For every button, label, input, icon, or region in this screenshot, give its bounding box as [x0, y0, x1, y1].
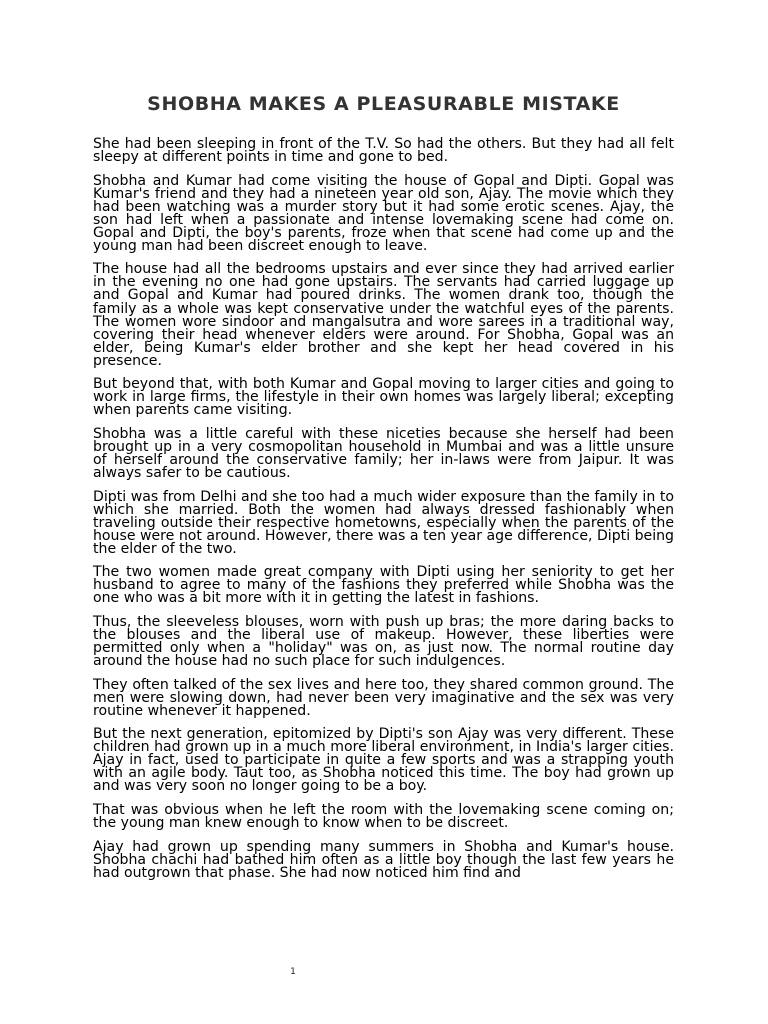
paragraph: They often talked of the sex lives and here too, they shared common ground. The men were slowing down, had never been very imaginative and the sex was very routine whenever it happened.: [93, 676, 674, 719]
paragraph: But beyond that, with both Kumar and Gopal moving to larger cities and going to work in large firms, the lifestyle in their own homes was largely liberal; excepting when parents came visiting.: [93, 376, 674, 419]
paragraph: The two women made great company with Dipti using her seniority to get her husband to agree to many of the fashions they preferred while Shobha was the one who was a bit more with it in getting the latest in fashions.: [93, 564, 674, 607]
paragraph: Shobha and Kumar had come visiting the house of Gopal and Dipti. Gopal was Kumar's friend and they had a nineteen year old son, Ajay. The movie which they had been watching was a murder story but it had some erotic scenes. Ajay, the son had left when a passionate and intense lovemaking scene had come on. Gopal and Dipti, the boy's parents, froze when that scene had come up and the young man had been discreet enough to leave.: [93, 172, 674, 254]
paragraph: She had been sleeping in front of the T.V. So had the others. But they had all felt sleepy at different points in time and gone to bed.: [93, 136, 674, 166]
paragraph: Ajay had grown up spending many summers in Shobha and Kumar's house. Shobha chachi had bathed him often as a little boy though the last few years he had outgrown that phase. She had now noticed him find and: [93, 838, 674, 881]
paragraph: Shobha was a little careful with these niceties because she herself had been brought up in a very cosmopolitan household in Mumbai and was a little unsure of herself around the conservative family; her in-laws were from Jaipur. It was always safer to be cautious.: [93, 425, 674, 482]
paragraph: But the next generation, epitomized by Dipti's son Ajay was very different. These children had grown up in a much more liberal environment, in India's larger cities. Ajay in fact, used to participate in quite a few sports and was a strapping youth with an agile body. Taut too, as Shobha noticed this time. The boy had grown up and was very soon no longer going to be a boy.: [93, 726, 674, 795]
paragraph: That was obvious when he left the room with the lovemaking scene coming on; the young man knew enough to know when to be discreet.: [93, 802, 674, 832]
document-title: SHOBHA MAKES A PLEASURABLE MISTAKE: [147, 93, 620, 115]
page-number: 1: [290, 967, 296, 977]
paragraph: The house had all the bedrooms upstairs and ever since they had arrived earlier in the evening no one had gone upstairs. The servants had carried luggage up and Gopal and Kumar had poured drinks. The women drank too, though the family as a whole was kept conservative under the watchful eyes of the parents. The women wore sindoor and mangalsutra and wore sarees in a traditional way, covering their head whenever elders were around. For Shobha, Gopal was an elder, being Kumar's elder brother and she kept her head covered in his presence.: [93, 261, 674, 369]
paragraph: Dipti was from Delhi and she too had a much wider exposure than the family in to which she married. Both the women had always dressed fashionably when traveling outside their respective hometowns, especially when the parents of the house were not around. However, there was a ten year age difference, Dipti being the elder of the two.: [93, 488, 674, 557]
document-body: [93, 138, 674, 890]
paragraph: Thus, the sleeveless blouses, worn with push up bras; the more daring backs to the blouses and the liberal use of makeup. However, these liberties were permitted only when a "holiday" was on, as just now. The normal routine day around the house had no such place for such indulgences.: [93, 613, 674, 670]
